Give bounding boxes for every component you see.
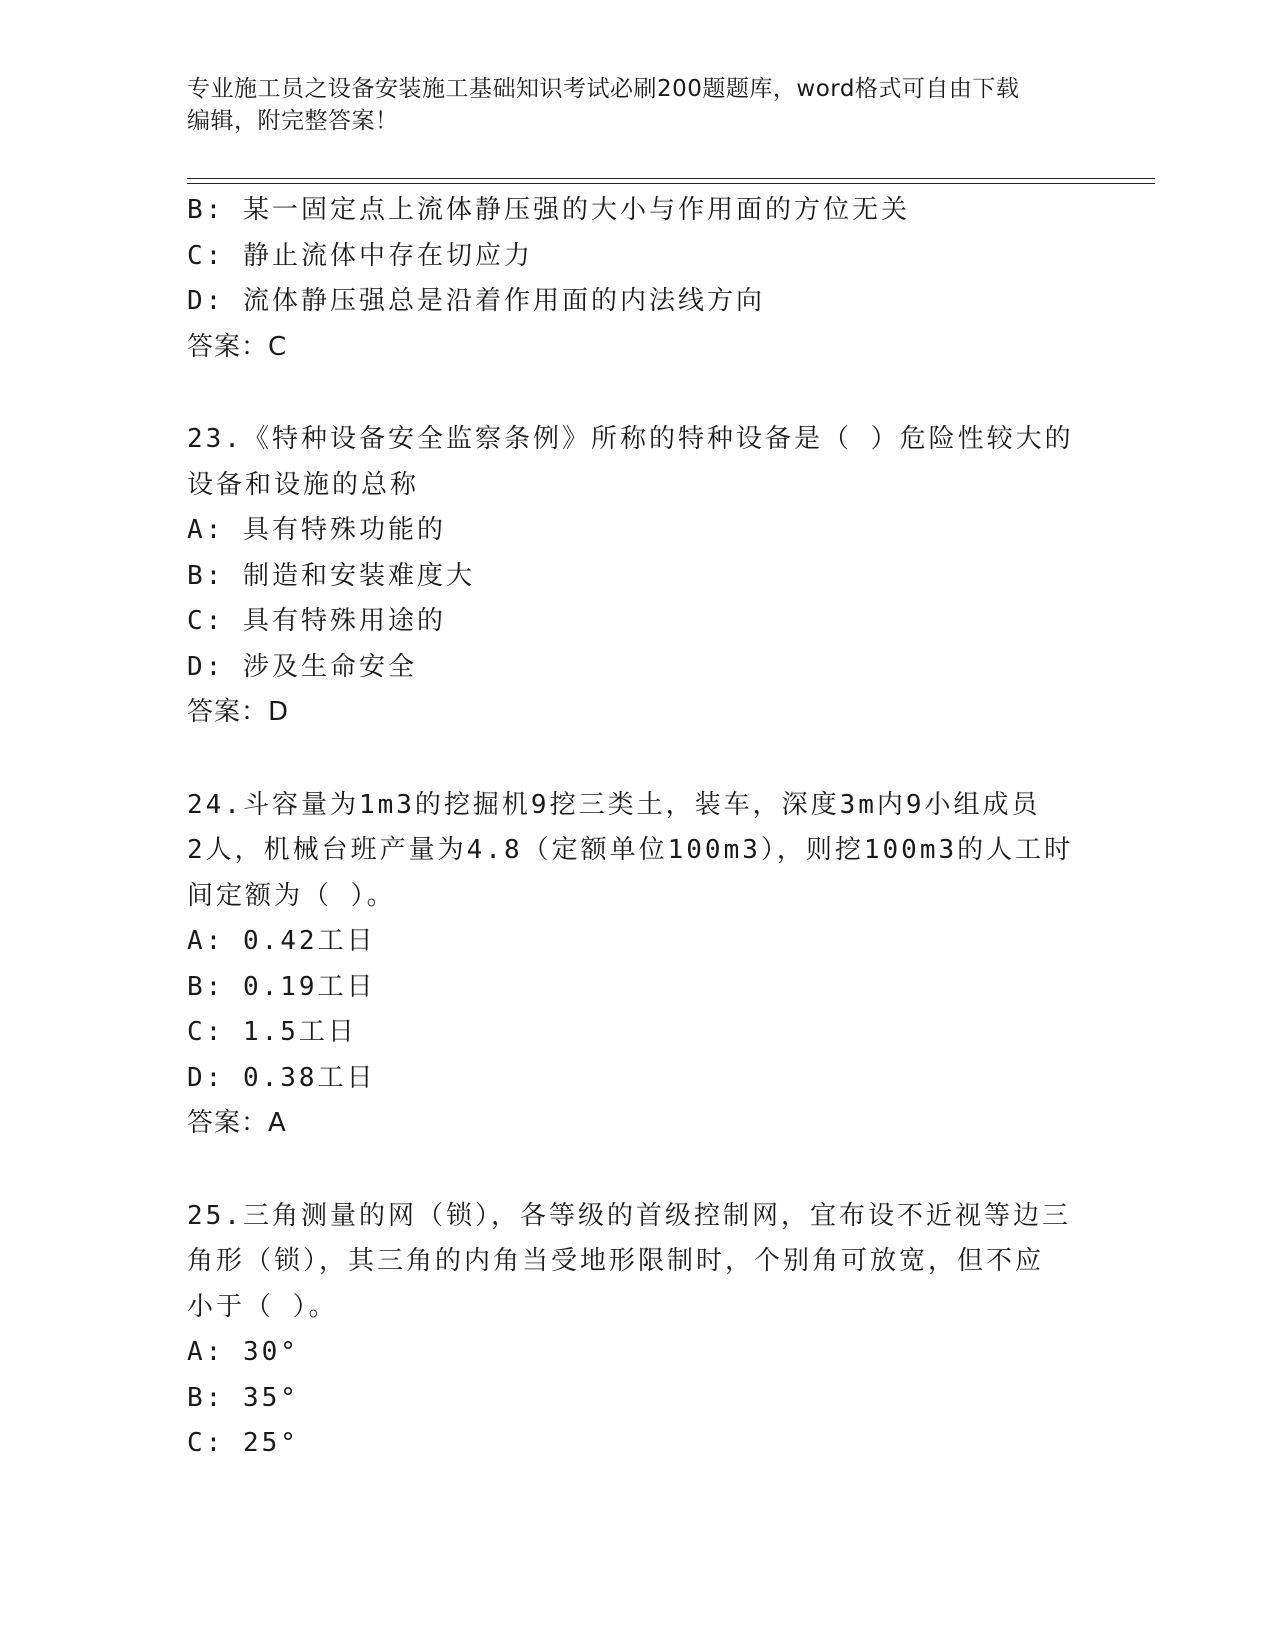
question-24-block bbox=[187, 783, 1087, 1147]
document-header bbox=[187, 73, 1087, 137]
q25-option-a: A: 30° bbox=[187, 1337, 299, 1367]
q23-stem-line-1: 23.《特种设备安全监察条例》所称的特种设备是（ ）危险性较大的 bbox=[187, 424, 1074, 454]
question-22-block bbox=[187, 188, 1087, 370]
spacer bbox=[187, 736, 1087, 783]
q24-answer: 答案：A bbox=[187, 1108, 287, 1138]
q22-option-d: D: 流体静压强总是沿着作用面的内法线方向 bbox=[187, 286, 765, 316]
spacer bbox=[187, 370, 1087, 417]
header-divider-top bbox=[187, 178, 1155, 179]
q23-option-b: B: 制造和安装难度大 bbox=[187, 560, 475, 591]
q23-option-c: C: 具有特殊用途的 bbox=[187, 606, 446, 636]
q25-stem-line-3: 小于（ ）。 bbox=[187, 1291, 338, 1322]
q22-answer: 答案：C bbox=[187, 331, 288, 362]
q24-stem-line-2: 2人，机械台班产量为4.8（定额单位100m3），则挖100m3的人工时 bbox=[187, 835, 1074, 865]
q25-option-c: C: 25° bbox=[187, 1428, 299, 1458]
q24-stem-line-1: 24.斗容量为1m3的挖掘机9挖三类土，装车，深度3m内9小组成员 bbox=[187, 789, 1041, 820]
header-line-2: 编辑，附完整答案！ bbox=[187, 108, 399, 134]
question-content bbox=[187, 188, 1087, 1467]
question-25-block bbox=[187, 1194, 1087, 1467]
q23-option-d: D: 涉及生命安全 bbox=[187, 651, 417, 682]
q24-option-b: B: 0.19工日 bbox=[187, 971, 376, 1002]
q25-stem-line-2: 角形（锁），其三角的内角当受地形限制时，个别角可放宽，但不应 bbox=[187, 1246, 1045, 1276]
q23-answer: 答案：D bbox=[187, 697, 290, 727]
header-divider-bottom bbox=[187, 183, 1155, 184]
q24-option-d: D: 0.38工日 bbox=[187, 1062, 376, 1093]
q24-option-a: A: 0.42工日 bbox=[187, 926, 376, 956]
question-23-block bbox=[187, 417, 1087, 736]
q23-stem-line-2: 设备和设施的总称 bbox=[187, 469, 420, 500]
q24-stem-line-3: 间定额为（ ）。 bbox=[187, 880, 396, 911]
q25-option-b: B: 35° bbox=[187, 1382, 299, 1413]
q22-option-c: C: 静止流体中存在切应力 bbox=[187, 240, 533, 271]
q25-stem-line-1: 25.三角测量的网（锁），各等级的首级控制网，宜布设不近视等边三 bbox=[187, 1200, 1071, 1231]
q22-option-b: B: 某一固定点上流体静压强的大小与作用面的方位无关 bbox=[187, 195, 910, 225]
q23-option-a: A: 具有特殊功能的 bbox=[187, 515, 446, 545]
header-line-1: 专业施工员之设备安装施工基础知识考试必刷200题题库，word格式可自由下载 bbox=[187, 76, 1020, 102]
q24-option-c: C: 1.5工日 bbox=[187, 1017, 357, 1047]
spacer bbox=[187, 1147, 1087, 1194]
